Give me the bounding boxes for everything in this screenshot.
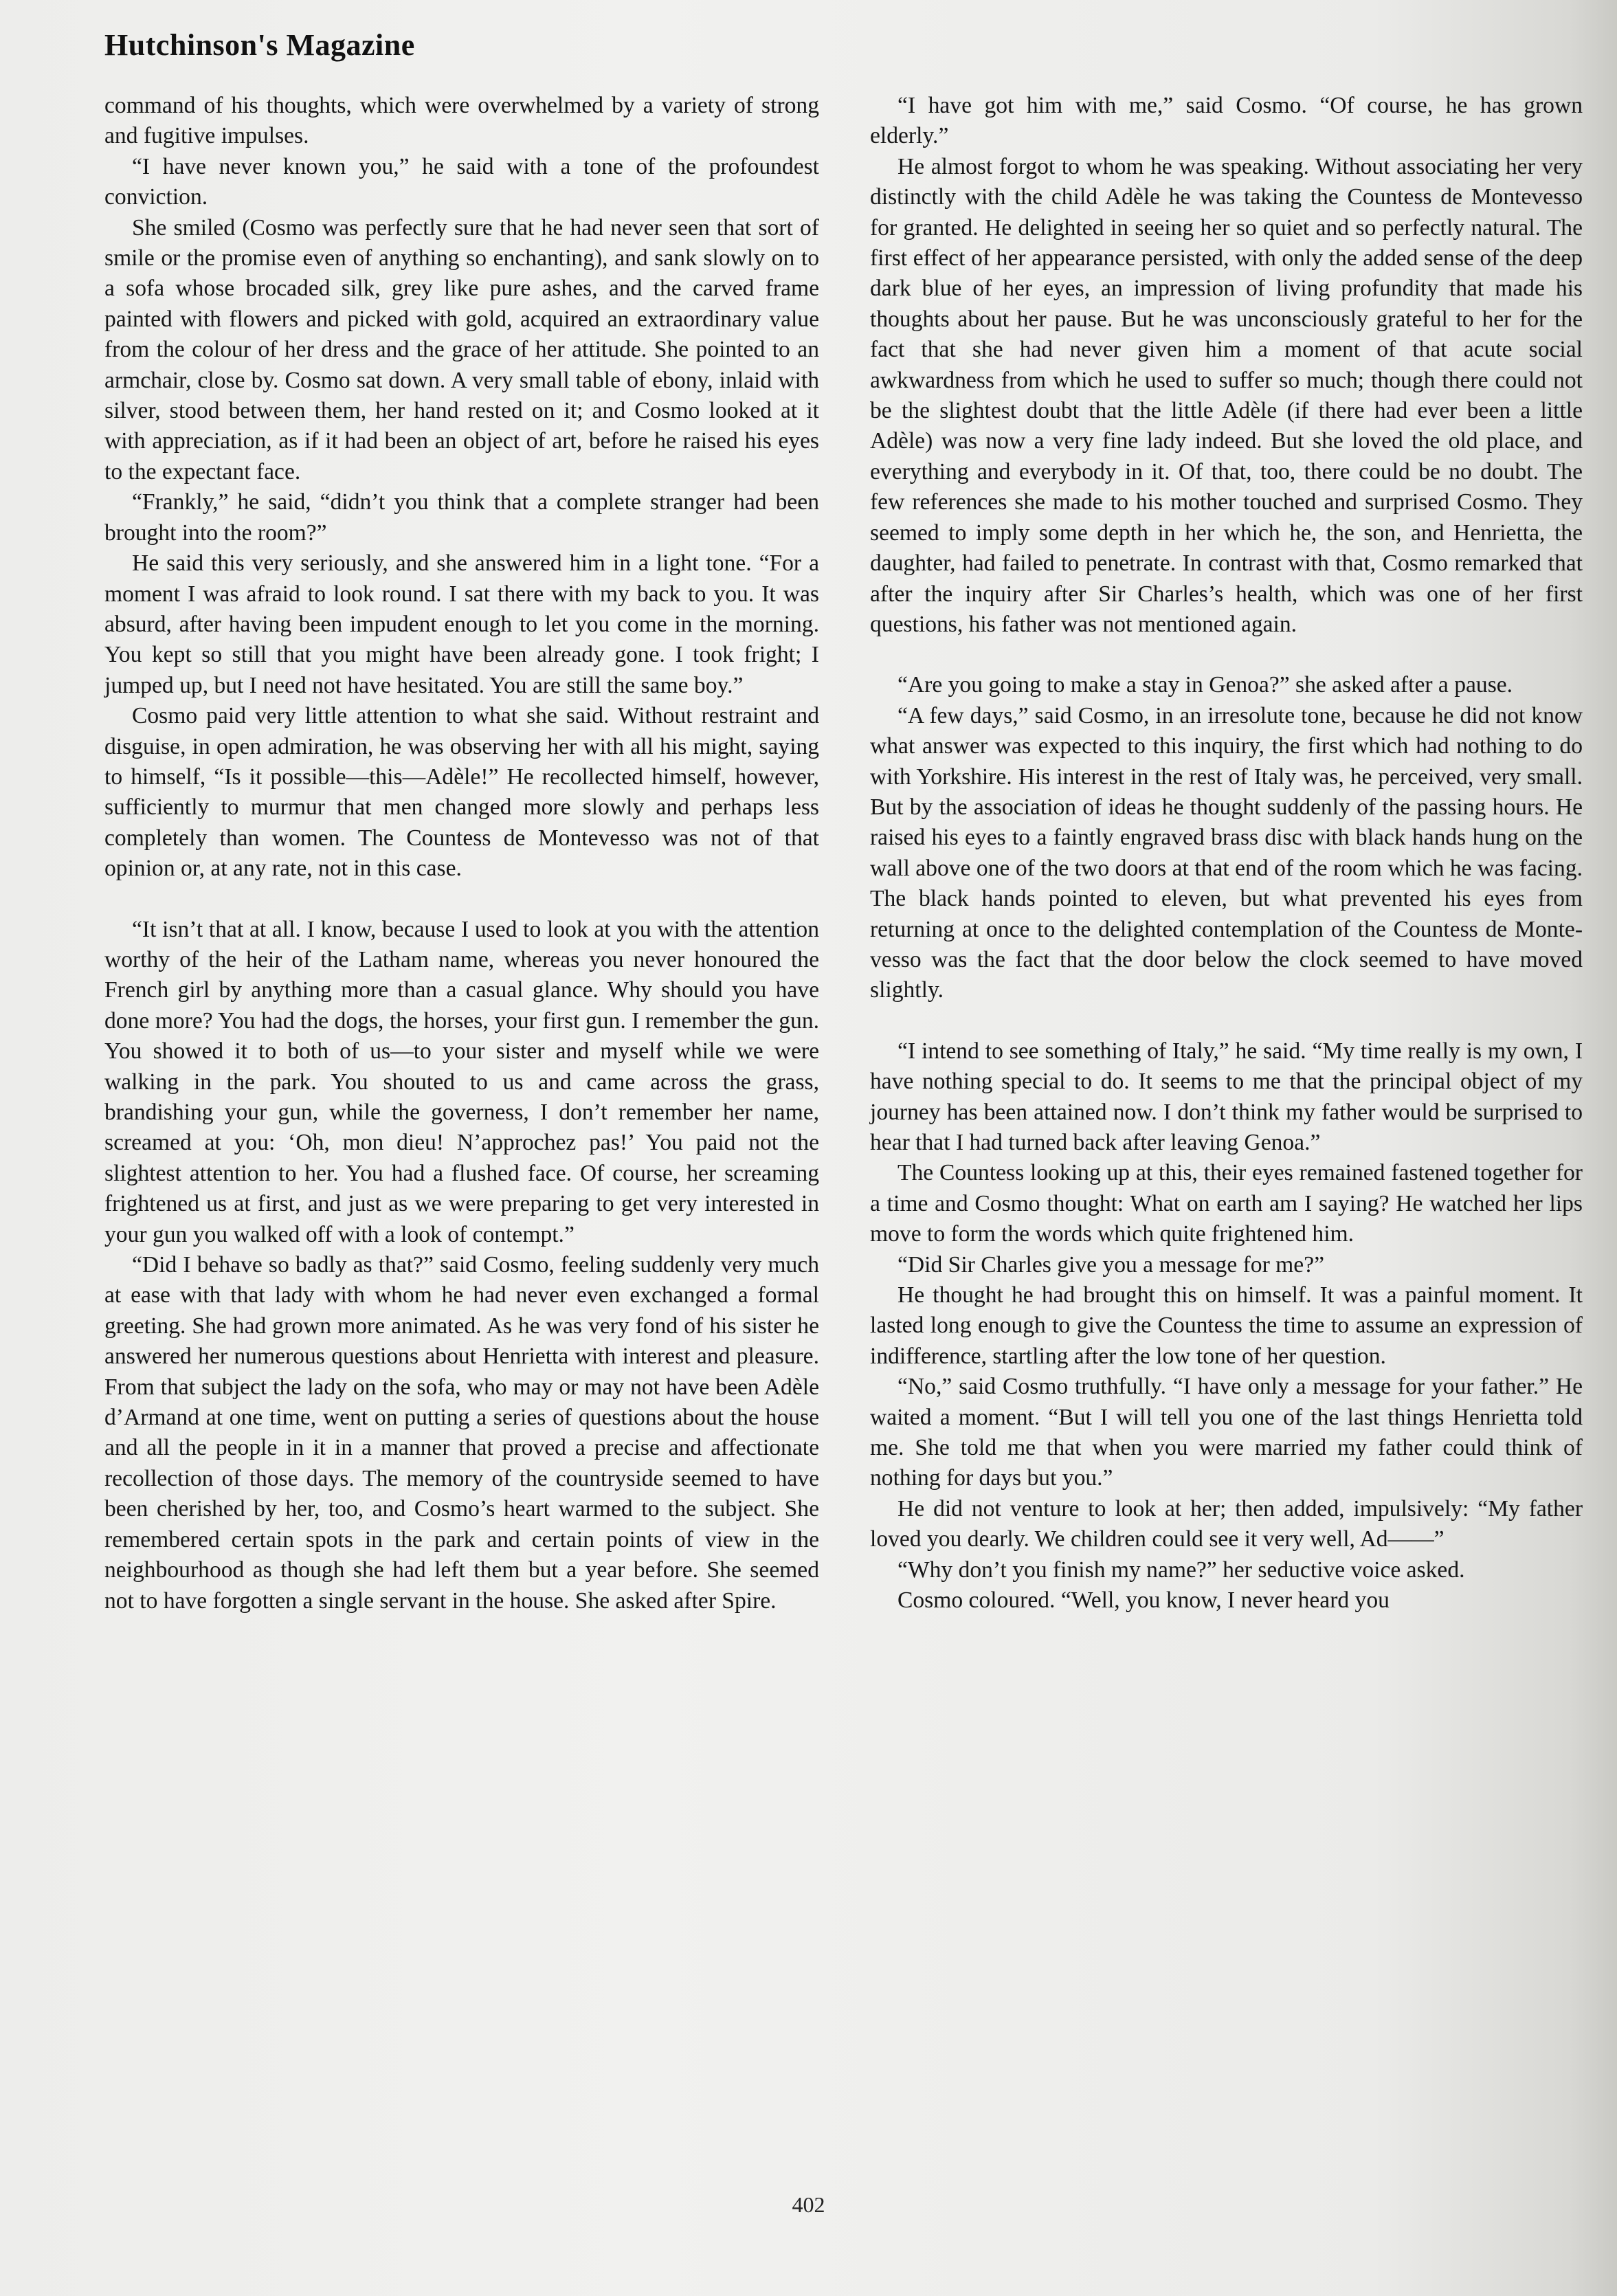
paragraph: “A few days,” said Cosmo, in an irresolute tone, because he did not know what answer was expected to this inquiry, the first which had nothing to do with Yorkshire. His interest in the rest of Italy was, he perceived, very small. But by the association of ideas he thought suddenly of the passing hours. He raised his eyes to a faintly engraved brass disc with black hands hung on the wall above one of the two doors at that end of the room which he was facing. The black hands pointed to eleven, but what prevented his eyes from returning at once to the delighted contemplation of the Countess de Montevesso was the fact that the door below the clock seemed to have moved slightly. xyxy=(870,702,1583,1003)
paragraph: “I have got him with me,” said Cosmo. “Of course, he has grown elderly.” xyxy=(870,93,1583,149)
paragraph: “I intend to see something of Italy,” he said. “My time really is my own, I have nothing special to do. It seems to me that the principal object of my journey has been attained now. I don’t think my father would be surprised to hear that I had turned back after leaving Genoa.” xyxy=(870,1038,1583,1155)
paragraph: She smiled (Cosmo was perfectly sure that he had never seen that sort of smile or the promise even of anything so enchanting), and sank slowly on to a sofa whose brocaded silk, grey like pure ashes, and the carved frame painted with flowers and picked with gold, acquired an extraordinary value from the colour of her dress and the grace of her attitude. She pointed to an armchair, close by. Cosmo sat down. A very small table of ebony, inlaid with silver, stood between them, her hand rested on it; and Cosmo looked at it with appreciation, as if it had been an object of art, before he raised his eyes to the expectant face. xyxy=(104,214,819,484)
paragraph: He almost forgot to whom he was speaking. Without associating her very distinctly with the child Adèle he was taking the Countess de Montevesso for granted. He delighted in seeing her so quiet and so perfectly natural. The first effect of her appearance persisted, with only the added sense of the deep dark blue of her eyes, an impression of living profundity that made his thoughts about her pause. But he was unconsciously grateful to her for the fact that she had never given him a moment of that acute social awkwardness from which he used to suffer so much; though there could not be the slightest doubt that the little Adèle (if there had ever been a little Adèle) was now a very fine lady indeed. But she loved the old place, and everything and everybody in it. Of that, too, there could be no doubt. The few references she made to his mother touched and surprised Cosmo. They seemed to imply some depth in her which he, the son, and Henrietta, the daughter, had failed to penetrate. In contrast with that, Cosmo remarked that after the inquiry after Sir Charles’s health, which was one of her first questions, his father was not mentioned again. xyxy=(870,153,1583,637)
paragraph: Cosmo coloured. “Well, you know, I never heard you xyxy=(897,1587,1390,1614)
paragraph: The Countess looking up at this, their eyes remained fastened together for a time and Cosmo thought: What on earth am I saying? He watched her lips move to form the words which quite frightened him. xyxy=(870,1160,1583,1247)
paragraph: “Did Sir Charles give you a message for me?” xyxy=(897,1251,1324,1278)
paragraph: “It isn’t that at all. I know, because I used to look at you with the attention worthy of the heir of the Latham name, whereas you never honoured the French girl by anything more than a casual glance. Why should you have done more? You had the dogs, the horses, your first gun. I remember the gun. You showed it to both of us—to your sister and myself while we were walking in the park. You shouted to us and came across the grass, brandishing your gun, while the governess, I don’t remember her name, screamed at you: ‘Oh, mon dieu! N’approchez pas!’ You paid not the slightest attention to her. You had a flushed face. Of course, her screaming frightened us at first, and just as we were preparing to get very interested in your gun you walked off with a look of contempt.” xyxy=(104,916,819,1247)
right-column xyxy=(870,91,1583,1616)
paragraph: He said this very seriously, and she answered him in a light tone. “For a moment I was afraid to look round. I sat there with my back to you. It was absurd, after having been impudent enough to let you come in the morning. You kept so still that you might have been already gone. I took fright; I jumped up, but I need not have hesitated. You are still the same boy.” xyxy=(104,550,819,698)
paragraph: “Frankly,” he said, “didn’t you think that a complete stranger had been brought into the room?” xyxy=(104,489,819,546)
paragraph: He thought he had brought this on himself. It was a painful moment. It lasted long enough to give the Countess the time to assume an expression of indifference, startling after the low tone of her question. xyxy=(870,1282,1583,1369)
paragraph: “Why don’t you finish my name?” her seductive voice asked. xyxy=(897,1557,1465,1583)
paragraph: “Are you going to make a stay in Genoa?” she asked after a pause. xyxy=(897,672,1513,698)
paragraph: “Did I behave so badly as that?” said Cosmo, feeling suddenly very much at ease with that lady with whom he had never even exchanged a formal greeting. She had grown more animated. As he was very fond of his sister he answered her numerous questions about Henrietta with interest and pleasure. From that subject the lady on the sofa, who may or may not have been Adèle d’Armand at one time, went on putting a series of questions about the house and all the people in it in a manner that proved a precise and affectionate recollection of those days. The memory of the countryside seemed to have been cherished by her, too, and Cosmo’s heart warmed to the subject. She remembered certain spots in the park and certain points of view in the neighbourhood as though she had left them but a year before. She seemed not to have forgotten a single servant in the house. She asked after Spire. xyxy=(104,1252,819,1614)
page-number: 402 xyxy=(792,2192,825,2217)
running-head: Hutchinson's Magazine xyxy=(104,28,415,62)
paragraph: Cosmo paid very little attention to what she said. Without restraint and disguise, in open admiration, he was observing her with all his might, saying to himself, “Is it possible—this—Adèle!” He recollected himself, however, sufficiently to murmur that men changed more slowly and perhaps less completely than women. The Countess de Montevesso was not of that opinion or, at any rate, not in this case. xyxy=(104,703,819,882)
paragraph: “I have never known you,” he said with a tone of the profoundest conviction. xyxy=(104,153,819,210)
left-column xyxy=(104,91,819,1616)
paragraph: He did not venture to look at her; then added, impulsively: “My father loved you dearly. We children could see it very well, Ad——” xyxy=(870,1495,1583,1552)
paragraph: command of his thoughts, which were overwhelmed by a variety of strong and fugitive impulses. xyxy=(104,93,819,149)
paragraph: “No,” said Cosmo truthfully. “I have only a message for your father.” He waited a moment. “But I will tell you one of the last things Henrietta told me. She told me that when you were married my father could think of nothing for days but you.” xyxy=(870,1374,1583,1491)
